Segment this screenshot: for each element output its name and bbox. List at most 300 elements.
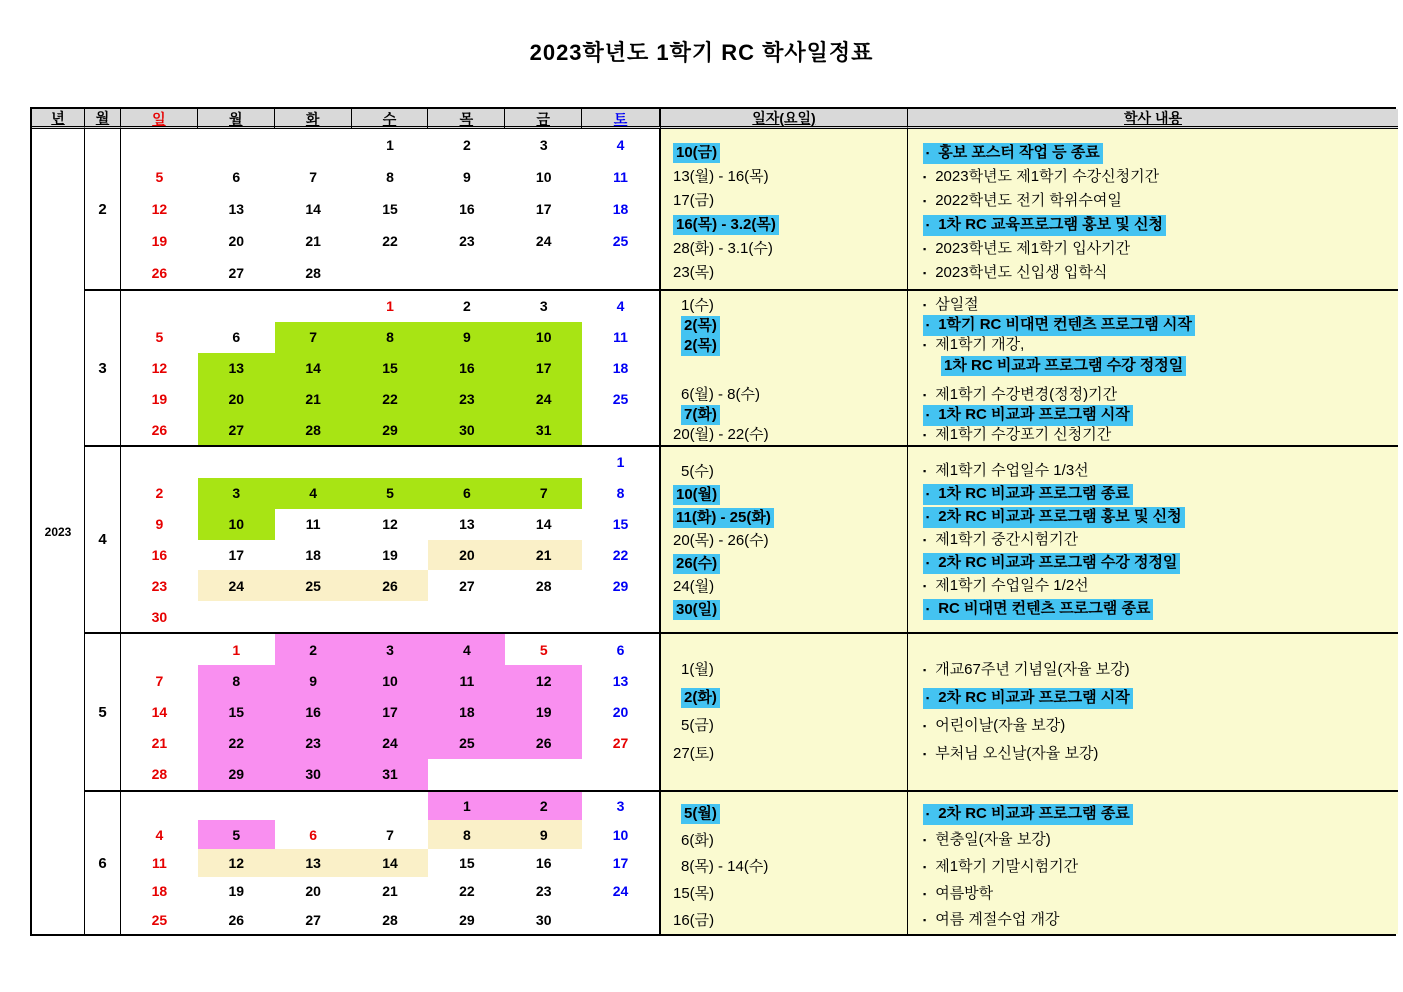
calendar-day-empty bbox=[582, 906, 659, 934]
calendar-day-cell bbox=[275, 849, 352, 877]
calendar-day-cell bbox=[275, 478, 352, 509]
calendar-day-empty bbox=[121, 291, 198, 322]
calendar-day-number: 8 bbox=[462, 826, 471, 843]
bullet-icon: ▪ bbox=[926, 489, 930, 499]
calendar-day-cell bbox=[352, 820, 429, 848]
event-line bbox=[923, 425, 1398, 445]
calendar-day-cell bbox=[352, 322, 429, 353]
calendar-day-number: 23 bbox=[459, 390, 475, 407]
event-line bbox=[923, 598, 1398, 621]
calendar-day-number: 9 bbox=[462, 169, 471, 185]
calendar-day-cell bbox=[275, 322, 352, 353]
calendar-day-number: 20 bbox=[228, 233, 245, 249]
event-text bbox=[923, 531, 1078, 550]
event-line bbox=[923, 261, 1398, 285]
calendar-day-empty bbox=[428, 447, 505, 478]
calendar-day-number: 23 bbox=[535, 883, 552, 900]
date-text: 8(목) - 14(수) bbox=[681, 858, 769, 876]
calendar-day-number: 17 bbox=[535, 201, 552, 217]
calendar-day-number: 8 bbox=[232, 672, 241, 689]
calendar-day-cell bbox=[582, 665, 659, 696]
calendar-day-cell bbox=[352, 540, 429, 571]
calendar-day-empty bbox=[198, 291, 275, 322]
event-text bbox=[923, 885, 993, 904]
calendar-month-6 bbox=[121, 792, 661, 934]
bullet-icon: ▪ bbox=[923, 466, 927, 476]
calendar-day-number: 17 bbox=[228, 546, 245, 563]
date-lines-month-2 bbox=[661, 129, 908, 291]
calendar-day-number: 14 bbox=[535, 516, 552, 533]
calendar-day-cell bbox=[121, 383, 198, 414]
calendar-day-number: 20 bbox=[305, 883, 321, 900]
bullet-icon: ▪ bbox=[923, 300, 927, 311]
calendar-day-number: 18 bbox=[612, 201, 629, 217]
calendar-day-number: 5 bbox=[386, 485, 394, 502]
calendar-day-empty bbox=[275, 447, 352, 478]
calendar-day-cell bbox=[505, 414, 582, 445]
calendar-day-number: 7 bbox=[155, 672, 164, 689]
calendar-day-cell bbox=[352, 728, 429, 759]
calendar-day-number: 19 bbox=[151, 233, 168, 249]
event-text-label: 제1학기 수업일수 1/2선 bbox=[935, 577, 1089, 594]
page-title: 2023학년도 1학기 RC 학사일정표 bbox=[529, 40, 874, 65]
calendar-day-cell bbox=[582, 193, 659, 225]
calendar-day-number: 14 bbox=[305, 359, 321, 376]
calendar-day-cell bbox=[198, 877, 275, 905]
bullet-icon: ▪ bbox=[923, 535, 927, 545]
event-line bbox=[923, 405, 1398, 425]
calendar-day-cell bbox=[428, 322, 505, 353]
calendar-day-number: 4 bbox=[616, 137, 625, 153]
calendar-day-cell bbox=[505, 696, 582, 727]
calendar-day-empty bbox=[352, 601, 429, 632]
event-line bbox=[923, 356, 1398, 376]
calendar-day-cell bbox=[582, 291, 659, 322]
calendar-day-empty bbox=[198, 792, 275, 820]
calendar-day-cell bbox=[428, 728, 505, 759]
calendar-day-number: 4 bbox=[309, 485, 318, 502]
date-line bbox=[673, 165, 907, 189]
calendar-day-cell bbox=[505, 225, 582, 257]
calendar-day-number: 24 bbox=[228, 577, 245, 594]
event-text bbox=[923, 143, 1103, 164]
calendar-day-cell bbox=[582, 447, 659, 478]
event-text-label: 제1학기 개강, bbox=[935, 336, 1025, 354]
calendar-day-cell bbox=[428, 570, 505, 601]
header-month bbox=[85, 109, 121, 129]
date-line bbox=[673, 141, 907, 165]
calendar-day-number: 20 bbox=[459, 546, 475, 563]
calendar-day-number: 3 bbox=[616, 798, 625, 815]
event-line bbox=[923, 460, 1398, 483]
date-line bbox=[673, 598, 907, 621]
calendar-day-number: 18 bbox=[305, 546, 321, 563]
calendar-day-cell bbox=[352, 634, 429, 665]
calendar-day-number: 1 bbox=[616, 454, 625, 471]
calendar-day-cell bbox=[352, 570, 429, 601]
calendar-day-number: 3 bbox=[386, 641, 394, 658]
event-text bbox=[923, 553, 1180, 574]
date-line bbox=[673, 552, 907, 575]
calendar-day-empty bbox=[582, 414, 659, 445]
calendar-day-cell bbox=[582, 820, 659, 848]
date-line bbox=[673, 237, 907, 261]
calendar-day-cell bbox=[352, 759, 429, 790]
calendar-day-number: 5 bbox=[155, 169, 164, 185]
calendar-day-empty bbox=[121, 792, 198, 820]
event-line bbox=[923, 854, 1398, 881]
calendar-day-cell bbox=[121, 414, 198, 445]
date-text: 30(일) bbox=[673, 600, 720, 620]
event-line bbox=[923, 712, 1398, 740]
header-day-mon bbox=[198, 109, 275, 129]
calendar-day-number: 7 bbox=[386, 826, 394, 843]
calendar-day-empty bbox=[121, 634, 198, 665]
calendar-day-cell bbox=[582, 509, 659, 540]
calendar-day-cell bbox=[198, 665, 275, 696]
calendar-day-number: 25 bbox=[305, 577, 321, 594]
line-spacer bbox=[673, 376, 907, 386]
calendar-day-cell bbox=[582, 353, 659, 384]
bullet-icon: ▪ bbox=[923, 720, 927, 731]
event-text bbox=[923, 804, 1133, 825]
bullet-icon: ▪ bbox=[923, 429, 927, 440]
calendar-day-number: 26 bbox=[151, 421, 168, 438]
calendar-day-number: 30 bbox=[459, 421, 475, 438]
calendar-day-number: 27 bbox=[305, 911, 321, 928]
bullet-icon: ▪ bbox=[926, 219, 930, 230]
schedule-table bbox=[30, 107, 1396, 936]
calendar-day-cell bbox=[352, 291, 429, 322]
event-text-label: 개교67주년 기념일(자율 보강) bbox=[935, 660, 1130, 678]
calendar-day-cell bbox=[121, 906, 198, 934]
date-line bbox=[673, 189, 907, 213]
date-line bbox=[673, 385, 907, 405]
calendar-day-cell bbox=[582, 849, 659, 877]
bullet-icon: ▪ bbox=[923, 581, 927, 591]
calendar-day-cell bbox=[582, 696, 659, 727]
event-text bbox=[923, 215, 1166, 236]
calendar-day-number: 18 bbox=[151, 883, 168, 900]
calendar-day-cell bbox=[582, 161, 659, 193]
bullet-icon: ▪ bbox=[923, 267, 927, 278]
event-text bbox=[923, 462, 1089, 481]
calendar-day-number: 11 bbox=[152, 854, 167, 871]
calendar-day-number: 12 bbox=[228, 854, 245, 871]
calendar-day-empty bbox=[582, 601, 659, 632]
calendar-day-number: 20 bbox=[228, 390, 245, 407]
calendar-day-empty bbox=[428, 257, 505, 289]
date-line bbox=[673, 213, 907, 237]
event-text-label: 1차 RC 비교과 프로그램 시작 bbox=[938, 405, 1130, 423]
calendar-day-number: 5 bbox=[232, 826, 241, 843]
header-day-label-sun: 일 bbox=[152, 111, 166, 127]
event-line bbox=[923, 907, 1398, 934]
calendar-day-cell bbox=[352, 509, 429, 540]
event-line bbox=[923, 740, 1398, 768]
calendar-day-empty bbox=[121, 129, 198, 161]
calendar-day-cell bbox=[198, 509, 275, 540]
calendar-day-cell bbox=[352, 696, 429, 727]
calendar-day-cell bbox=[582, 634, 659, 665]
calendar-day-cell bbox=[428, 849, 505, 877]
calendar-day-cell bbox=[121, 665, 198, 696]
calendar-day-cell bbox=[428, 820, 505, 848]
calendar-day-cell bbox=[428, 792, 505, 820]
calendar-day-cell bbox=[505, 665, 582, 696]
calendar-day-number: 8 bbox=[616, 485, 625, 502]
calendar-day-cell bbox=[198, 257, 275, 289]
calendar-day-cell bbox=[582, 540, 659, 571]
calendar-day-empty bbox=[121, 447, 198, 478]
date-text: 5(월) bbox=[681, 804, 720, 824]
calendar-day-number: 9 bbox=[309, 672, 318, 689]
date-line bbox=[673, 801, 907, 828]
calendar-day-number: 22 bbox=[382, 233, 398, 249]
calendar-day-number: 12 bbox=[535, 672, 552, 689]
calendar-day-number: 25 bbox=[612, 233, 629, 249]
calendar-day-number: 2 bbox=[155, 485, 164, 502]
calendar-day-cell bbox=[352, 129, 429, 161]
bullet-icon: ▪ bbox=[926, 604, 930, 614]
event-text-label: 부처님 오신날(자율 보강) bbox=[935, 744, 1099, 762]
calendar-day-number: 22 bbox=[228, 735, 245, 752]
date-text: 20(목) - 26(수) bbox=[673, 531, 769, 549]
calendar-day-number: 26 bbox=[151, 265, 168, 281]
bullet-icon: ▪ bbox=[926, 512, 930, 522]
calendar-day-number: 10 bbox=[382, 672, 398, 689]
calendar-day-cell bbox=[121, 696, 198, 727]
calendar-day-empty bbox=[275, 792, 352, 820]
bullet-icon: ▪ bbox=[926, 808, 930, 819]
calendar-day-number: 1 bbox=[386, 137, 394, 153]
calendar-day-number: 12 bbox=[151, 359, 168, 376]
calendar-day-number: 3 bbox=[232, 485, 241, 502]
date-text: 2(목) bbox=[681, 336, 720, 356]
calendar-day-number: 10 bbox=[535, 169, 552, 185]
calendar-day-cell bbox=[582, 322, 659, 353]
bullet-icon: ▪ bbox=[926, 147, 930, 158]
date-line bbox=[673, 483, 907, 506]
calendar-day-cell bbox=[582, 877, 659, 905]
date-line bbox=[673, 656, 907, 684]
event-line bbox=[923, 296, 1398, 316]
date-text: 13(월) - 16(목) bbox=[673, 168, 769, 185]
header-day-sat bbox=[582, 109, 659, 129]
calendar-day-cell bbox=[198, 759, 275, 790]
event-text-label: 제1학기 중간시험기간 bbox=[935, 531, 1079, 548]
header-day-wed bbox=[352, 109, 429, 129]
calendar-day-number: 23 bbox=[305, 735, 321, 752]
calendar-day-cell bbox=[121, 601, 198, 632]
event-line bbox=[923, 828, 1398, 855]
calendar-day-number: 15 bbox=[612, 516, 629, 533]
calendar-day-number: 11 bbox=[459, 672, 475, 689]
calendar-day-cell bbox=[121, 509, 198, 540]
event-text-label: 2차 RC 비교과 프로그램 시작 bbox=[938, 688, 1130, 706]
calendar-day-cell bbox=[505, 792, 582, 820]
calendar-day-cell bbox=[275, 570, 352, 601]
calendar-day-cell bbox=[275, 257, 352, 289]
calendar-day-cell bbox=[121, 570, 198, 601]
date-text: 17(금) bbox=[673, 192, 715, 209]
header-month-label: 월 bbox=[95, 109, 110, 126]
date-text: 1(수) bbox=[681, 296, 714, 314]
calendar-day-cell bbox=[505, 570, 582, 601]
calendar-day-number: 13 bbox=[305, 854, 321, 871]
calendar-day-empty bbox=[198, 129, 275, 161]
month-label-4 bbox=[85, 447, 121, 634]
calendar-day-number: 31 bbox=[535, 421, 552, 438]
calendar-day-cell bbox=[505, 193, 582, 225]
calendar-day-number: 6 bbox=[462, 485, 471, 502]
calendar-day-number: 1 bbox=[232, 641, 241, 658]
bullet-icon: ▪ bbox=[923, 861, 927, 872]
header-day-fri bbox=[505, 109, 582, 129]
calendar-day-number: 7 bbox=[539, 485, 548, 502]
bullet-icon: ▪ bbox=[923, 888, 927, 899]
calendar-day-cell bbox=[582, 728, 659, 759]
calendar-day-empty bbox=[352, 447, 429, 478]
calendar-day-cell bbox=[505, 849, 582, 877]
calendar-day-cell bbox=[352, 383, 429, 414]
calendar-day-number: 11 bbox=[613, 329, 628, 346]
calendar-day-cell bbox=[121, 225, 198, 257]
calendar-day-cell bbox=[198, 906, 275, 934]
event-line bbox=[923, 237, 1398, 261]
event-line bbox=[923, 801, 1398, 828]
date-line bbox=[673, 405, 907, 425]
event-text bbox=[941, 356, 1186, 376]
calendar-day-cell bbox=[428, 129, 505, 161]
event-text bbox=[923, 599, 1153, 620]
calendar-day-cell bbox=[275, 728, 352, 759]
calendar-day-cell bbox=[352, 665, 429, 696]
calendar-day-cell bbox=[198, 570, 275, 601]
date-line bbox=[673, 261, 907, 285]
event-text bbox=[923, 831, 1051, 850]
calendar-day-number: 6 bbox=[616, 641, 625, 658]
calendar-day-cell bbox=[428, 696, 505, 727]
event-text-label: 1차 RC 비교과 프로그램 수강 정정일 bbox=[944, 356, 1184, 374]
calendar-day-empty bbox=[505, 447, 582, 478]
bullet-icon: ▪ bbox=[926, 692, 930, 703]
calendar-day-cell bbox=[275, 906, 352, 934]
calendar-day-number: 13 bbox=[459, 516, 475, 533]
calendar-day-cell bbox=[505, 820, 582, 848]
calendar-day-number: 15 bbox=[459, 854, 475, 871]
calendar-day-cell bbox=[275, 225, 352, 257]
event-line bbox=[923, 656, 1398, 684]
calendar-day-number: 2 bbox=[309, 641, 318, 658]
calendar-day-empty bbox=[275, 601, 352, 632]
bullet-icon: ▪ bbox=[926, 558, 930, 568]
calendar-day-number: 10 bbox=[612, 826, 629, 843]
calendar-day-number: 9 bbox=[155, 516, 164, 533]
calendar-day-empty bbox=[198, 447, 275, 478]
calendar-day-cell bbox=[352, 877, 429, 905]
event-text-label: 2차 RC 비교과 프로그램 홍보 및 신청 bbox=[938, 508, 1182, 525]
calendar-day-cell bbox=[121, 849, 198, 877]
date-text: 15(목) bbox=[673, 885, 715, 903]
calendar-day-number: 26 bbox=[382, 577, 398, 594]
calendar-day-cell bbox=[428, 291, 505, 322]
calendar-day-number: 1 bbox=[462, 798, 471, 815]
event-text bbox=[923, 405, 1133, 426]
date-text: 16(목) - 3.2(목) bbox=[673, 215, 779, 235]
calendar-day-cell bbox=[352, 225, 429, 257]
event-lines-month-6 bbox=[908, 792, 1398, 934]
calendar-day-cell bbox=[275, 820, 352, 848]
header-date-column bbox=[661, 109, 908, 129]
calendar-day-cell bbox=[275, 414, 352, 445]
calendar-day-cell bbox=[275, 161, 352, 193]
calendar-day-empty bbox=[428, 601, 505, 632]
year-value: 2023 bbox=[44, 524, 72, 539]
calendar-day-cell bbox=[121, 759, 198, 790]
event-text-label: 홍보 포스터 작업 등 종료 bbox=[938, 143, 1100, 161]
calendar-day-cell bbox=[505, 540, 582, 571]
calendar-day-number: 21 bbox=[151, 735, 168, 752]
event-line bbox=[923, 336, 1398, 356]
calendar-day-cell bbox=[428, 634, 505, 665]
calendar-day-number: 3 bbox=[539, 137, 548, 153]
date-lines-month-3 bbox=[661, 291, 908, 447]
calendar-day-number: 30 bbox=[535, 911, 552, 928]
calendar-day-number: 16 bbox=[459, 359, 475, 376]
calendar-day-cell bbox=[505, 478, 582, 509]
event-line bbox=[923, 213, 1398, 237]
event-line bbox=[923, 316, 1398, 336]
event-text bbox=[923, 484, 1133, 505]
event-text-label: 2023학년도 신입생 입학식 bbox=[935, 263, 1108, 281]
month-number: 4 bbox=[98, 531, 107, 548]
date-line bbox=[673, 316, 907, 336]
calendar-day-number: 15 bbox=[228, 703, 245, 720]
event-text-label: 2022학년도 전기 학위수여일 bbox=[935, 191, 1122, 209]
calendar-day-number: 22 bbox=[459, 883, 475, 900]
calendar-day-cell bbox=[428, 665, 505, 696]
event-line bbox=[923, 552, 1398, 575]
calendar-day-number: 24 bbox=[535, 233, 552, 249]
event-text-label: 제1학기 수강변경(정정)기간 bbox=[935, 385, 1118, 403]
date-line bbox=[673, 740, 907, 768]
calendar-day-number: 29 bbox=[459, 911, 475, 928]
date-line bbox=[673, 907, 907, 934]
line-spacer bbox=[923, 376, 1398, 386]
calendar-day-cell bbox=[582, 792, 659, 820]
header-day-label-fri: 금 bbox=[536, 111, 550, 127]
calendar-day-cell bbox=[121, 877, 198, 905]
calendar-day-number: 29 bbox=[612, 577, 629, 594]
calendar-day-cell bbox=[505, 728, 582, 759]
header-year bbox=[32, 109, 85, 129]
calendar-day-number: 17 bbox=[612, 854, 629, 871]
calendar-day-number: 30 bbox=[305, 766, 321, 783]
date-text: 11(화) - 25(화) bbox=[673, 508, 774, 528]
event-line bbox=[923, 483, 1398, 506]
calendar-day-number: 13 bbox=[228, 359, 245, 376]
event-text-label: 삼일절 bbox=[935, 296, 979, 314]
calendar-day-number: 7 bbox=[309, 169, 318, 185]
calendar-day-cell bbox=[428, 414, 505, 445]
calendar-day-cell bbox=[121, 161, 198, 193]
header-day-tue bbox=[275, 109, 352, 129]
calendar-day-number: 28 bbox=[535, 577, 552, 594]
event-text bbox=[923, 577, 1089, 596]
month-number: 3 bbox=[98, 359, 107, 377]
calendar-day-cell bbox=[505, 906, 582, 934]
